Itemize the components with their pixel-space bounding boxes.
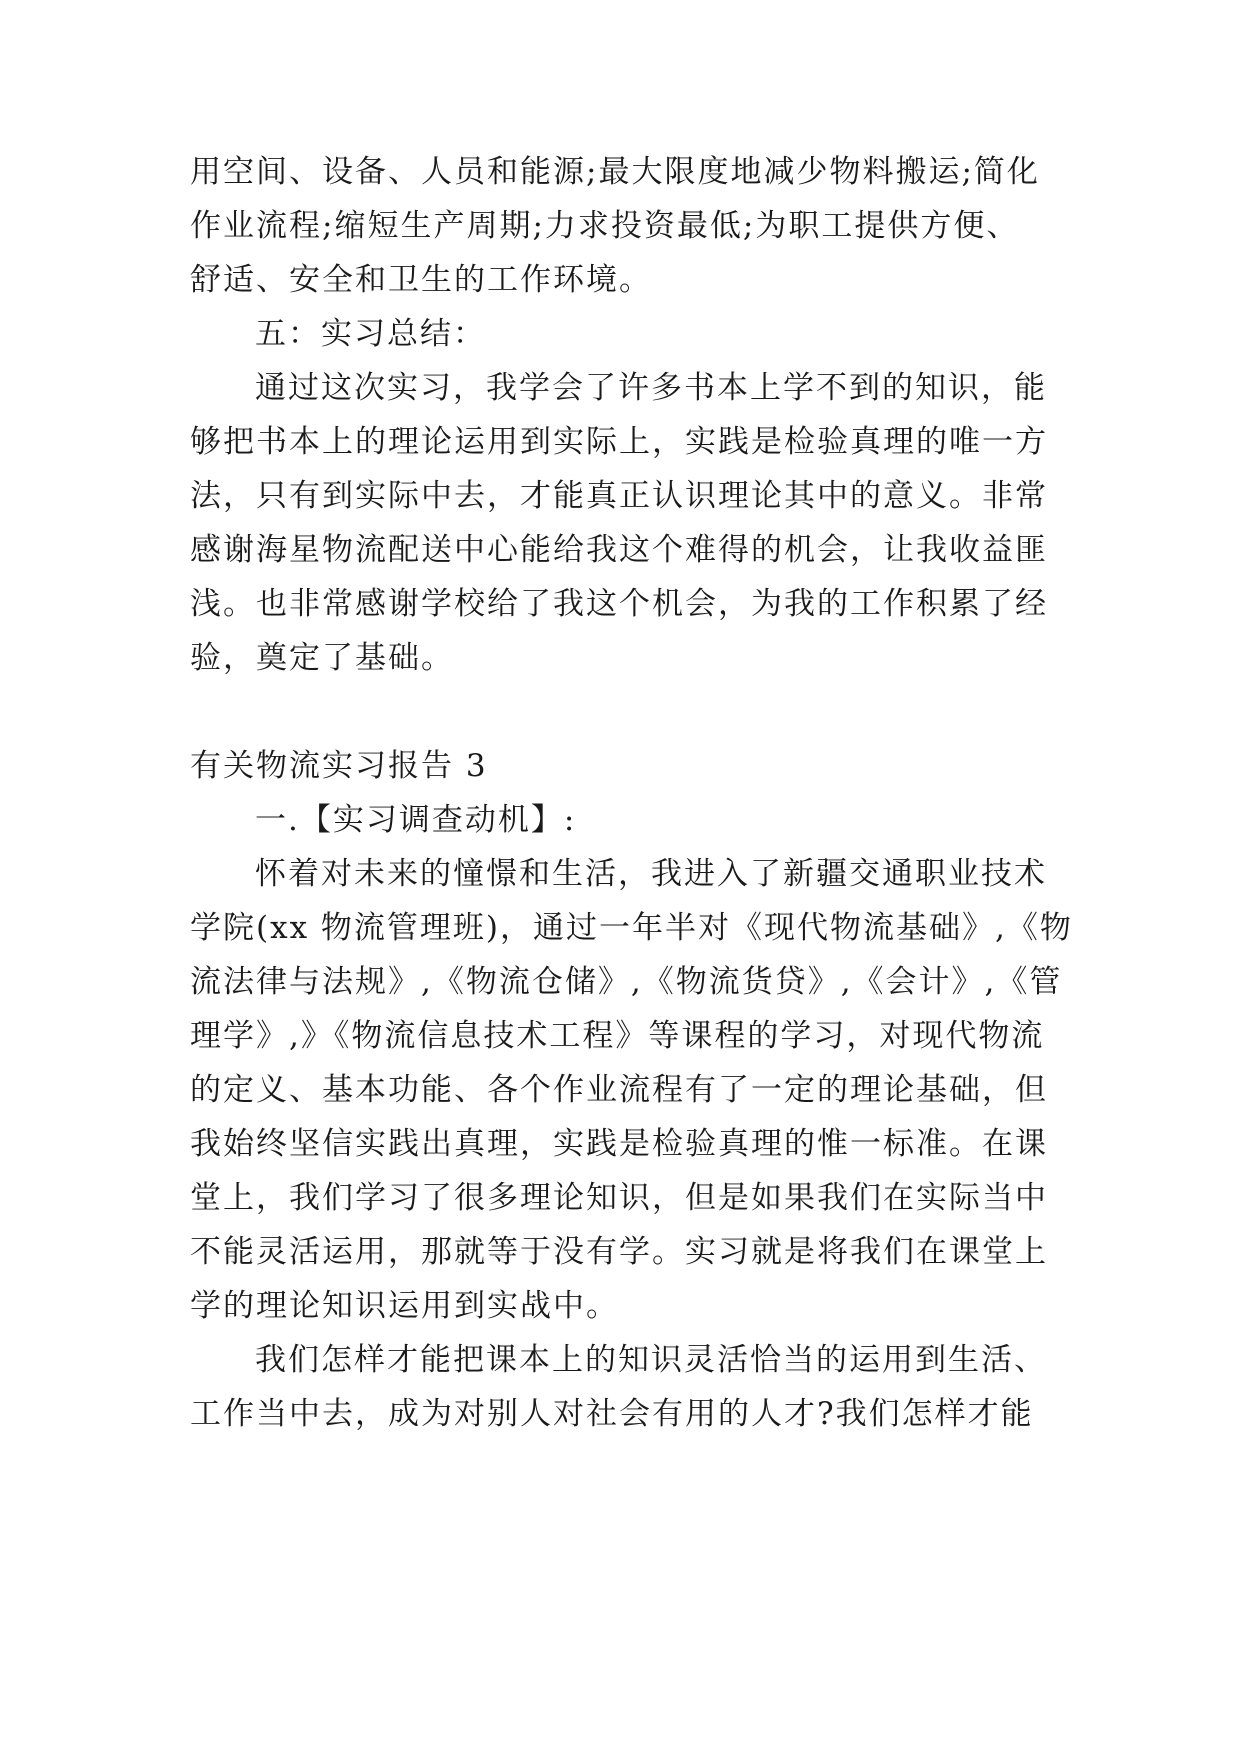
report-title: 有关物流实习报告 3 — [190, 748, 488, 784]
body-text-line: 用空间、设备、人员和能源;最大限度地减少物料搬运;简化 — [190, 154, 1040, 190]
section-heading: 五：实习总结： — [255, 316, 486, 352]
body-text-line: 堂上，我们学习了很多理论知识，但是如果我们在实际当中 — [190, 1180, 1048, 1216]
body-text-line: 学的理论知识运用到实战中。 — [190, 1288, 619, 1324]
body-text-line: 不能灵活运用，那就等于没有学。实习就是将我们在课堂上 — [190, 1234, 1048, 1270]
body-text-line: 的定义、基本功能、各个作业流程有了一定的理论基础，但 — [190, 1072, 1048, 1108]
body-text-line: 我们怎样才能把课本上的知识灵活恰当的运用到生活、 — [255, 1342, 1047, 1378]
body-text-line: 学院(xx 物流管理班)，通过一年半对《现代物流基础》,《物 — [190, 910, 1073, 946]
body-text-line: 感谢海星物流配送中心能给我这个难得的机会，让我收益匪 — [190, 532, 1048, 568]
body-text-line: 法，只有到实际中去，才能真正认识理论其中的意义。非常 — [190, 478, 1048, 514]
section-heading: 一.【实习调查动机】: — [255, 802, 577, 838]
body-text-line: 我始终坚信实践出真理，实践是检验真理的惟一标准。在课 — [190, 1126, 1048, 1162]
body-text-line: 作业流程;缩短生产周期;力求投资最低;为职工提供方便、 — [190, 208, 1020, 244]
body-text-line: 怀着对未来的憧憬和生活，我进入了新疆交通职业技术 — [255, 856, 1047, 892]
body-text-line: 流法律与法规》,《物流仓储》,《物流货贷》,《会计》,《管 — [190, 964, 1063, 1000]
body-text-line: 理学》,》《物流信息技术工程》等课程的学习，对现代物流 — [190, 1018, 1045, 1054]
body-text-line: 舒适、安全和卫生的工作环境。 — [190, 262, 652, 298]
body-text-line: 通过这次实习，我学会了许多书本上学不到的知识，能 — [255, 370, 1047, 406]
body-text-line: 验，奠定了基础。 — [190, 640, 454, 676]
body-text-line: 工作当中去，成为对别人对社会有用的人才?我们怎样才能 — [190, 1396, 1034, 1432]
body-text-line: 够把书本上的理论运用到实际上，实践是检验真理的唯一方 — [190, 424, 1048, 460]
body-text-line: 浅。也非常感谢学校给了我这个机会，为我的工作积累了经 — [190, 586, 1048, 622]
